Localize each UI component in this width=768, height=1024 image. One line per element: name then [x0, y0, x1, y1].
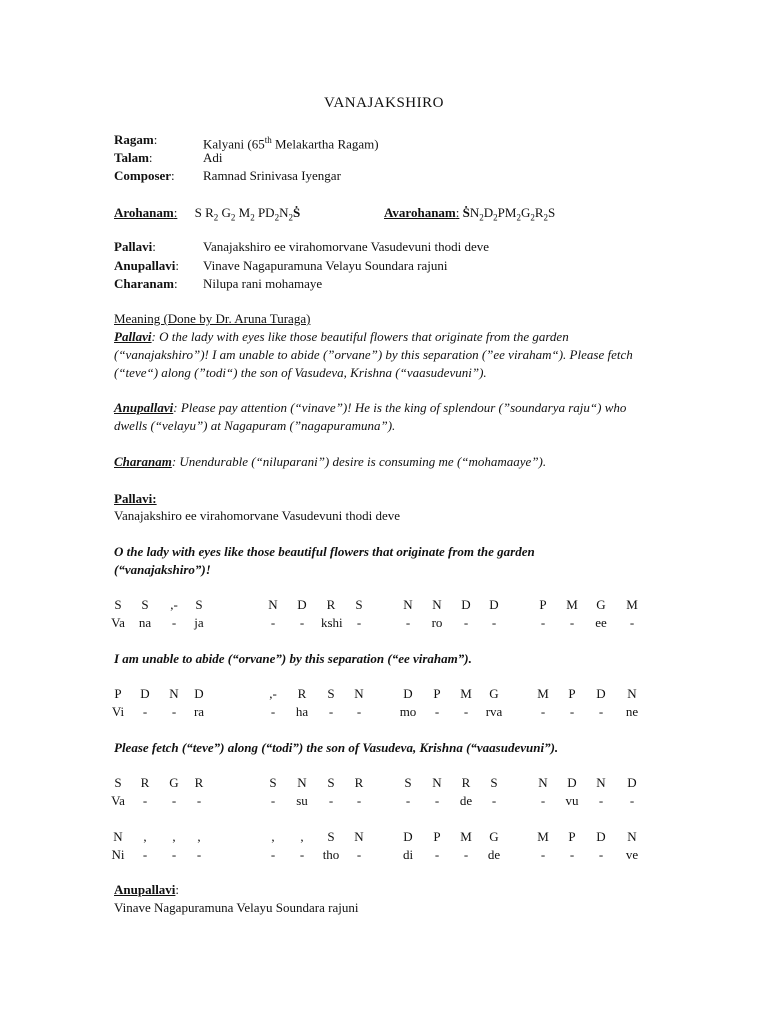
sahitya-syllable: ra — [193, 704, 205, 719]
sahitya-syllable: - — [463, 847, 469, 862]
arohanam: Arohanam: S $R_2$ $G_2$ $M_2$ $PD_2N_2Ṡ$ — [114, 205, 301, 223]
swara-note: N — [354, 686, 364, 701]
swara-note: S — [490, 775, 498, 790]
lyric-anupallavi: Anupallavi: Vinave Nagapuramuna Velayu Soundara rajuni — [114, 257, 448, 273]
sahitya-syllable: - — [569, 615, 575, 630]
swara-note: M — [537, 829, 549, 844]
scale-note: Ṡ — [292, 205, 301, 220]
sahitya-syllable: - — [434, 704, 440, 719]
sahitya-syllable: kshi — [321, 615, 343, 630]
sahitya-syllable: - — [540, 615, 546, 630]
swara-note: S — [195, 597, 203, 612]
scale-note: G — [218, 205, 231, 220]
sahitya-syllable: - — [569, 847, 575, 862]
scale-note: M — [235, 205, 251, 220]
sahitya-syllable: - — [356, 847, 362, 862]
swara-note: D — [489, 597, 499, 612]
swara-note: M — [566, 597, 578, 612]
anupallavi-lyric: Vinave Nagapuramuna Velayu Soundara rajuni — [114, 900, 359, 915]
meta-value: Ramnad Srinivasa Iyengar — [203, 168, 341, 183]
swara-note: S — [114, 597, 122, 612]
swara-note: M — [460, 686, 472, 701]
pallavi-meaning-line-2: I am unable to abide (“orvane”) by this separation (“ee viraham”). — [114, 651, 472, 666]
swara-row — [0, 685, 768, 703]
avarohanam-label: Avarohanam — [384, 205, 456, 220]
scale-note: PD — [254, 205, 275, 220]
sahitya-syllable: - — [270, 704, 276, 719]
swara-note: D — [140, 686, 150, 701]
sahitya-syllable: - — [356, 793, 362, 808]
swara-note: P — [433, 829, 441, 844]
scale-note: Ṡ — [462, 205, 470, 220]
swara-note: N — [297, 775, 307, 790]
swara-note: S — [114, 775, 122, 790]
meaning-pallavi — [114, 328, 654, 382]
swara-note: M — [537, 686, 549, 701]
meaning-pallavi-label: Pallavi — [114, 329, 152, 344]
swara-note: D — [461, 597, 471, 612]
swara-note: P — [568, 829, 576, 844]
sahitya-syllable: - — [598, 704, 604, 719]
scale-note: N — [279, 205, 289, 220]
swara-note: N — [596, 775, 606, 790]
sahitya-syllable: - — [434, 793, 440, 808]
swara-note: R — [297, 686, 307, 701]
sahitya-syllable: - — [491, 793, 497, 808]
swara-note: D — [596, 686, 606, 701]
swara-row — [0, 774, 768, 792]
meta-label: Talam — [114, 150, 149, 165]
scale-note: S R — [194, 205, 214, 220]
sahitya-syllable: - — [196, 793, 202, 808]
sahitya-syllable: di — [402, 847, 414, 862]
page-title: VANAJAKSHIRO — [324, 95, 444, 111]
sahitya-row — [0, 614, 768, 632]
sahitya-syllable: - — [540, 704, 546, 719]
sahitya-syllable: Va — [111, 793, 125, 808]
swara-note: D — [403, 829, 413, 844]
pallavi-meaning-line-1: O the lady with eyes like those beautiful flowers that originate from the garden (“vanajakshiro”)! — [114, 544, 535, 577]
swara-note: N — [354, 829, 364, 844]
swara-note: S — [327, 829, 335, 844]
sahitya-syllable: - — [171, 704, 177, 719]
sahitya-syllable: - — [356, 615, 362, 630]
sahitya-syllable: ee — [595, 615, 607, 630]
sahitya-syllable: - — [270, 615, 276, 630]
sahitya-syllable: - — [171, 615, 177, 630]
swara-row — [0, 596, 768, 614]
sahitya-syllable: - — [434, 847, 440, 862]
meta-composer: Composer: Ramnad Srinivasa Iyengar — [114, 168, 341, 183]
swara-note: D — [403, 686, 413, 701]
swara-note: N — [432, 775, 442, 790]
sahitya-syllable: - — [629, 793, 635, 808]
sahitya-row — [0, 703, 768, 721]
swara-note: M — [626, 597, 638, 612]
lyric-charanam: Charanam: Nilupa rani mohamaye — [114, 276, 323, 291]
swara-note: P — [114, 686, 122, 701]
sahitya-syllable: - — [142, 847, 148, 862]
lyrics-summary — [114, 238, 489, 294]
swara-note: , — [172, 829, 176, 844]
sahitya-syllable: - — [491, 615, 497, 630]
sahitya-syllable: ve — [625, 847, 639, 862]
pallavi-lyric: Vanajakshiro ee virahomorvane Vasudevuni thodi deve — [114, 508, 401, 523]
sahitya-syllable: de — [459, 793, 473, 808]
swara-note: S — [404, 775, 412, 790]
swara-note: , — [271, 829, 275, 844]
swara-note: N — [268, 597, 278, 612]
meaning-anupallavi-label: Anupallavi — [114, 400, 174, 415]
arohanam-label: Arohanam — [114, 205, 174, 220]
meaning-pallavi-text: : O the lady with eyes like those beautiful flowers that originate from the garden (“vanajakshiro”)! I am unable to abide (”orvane”) by this separation (”ee viraham“). Please fetch (“teve“) along (”todi“) the son of Vasudeva, Krishna (“vaasudevuni”). — [114, 329, 633, 380]
song-metadata — [114, 131, 379, 185]
sahitya-syllable: - — [142, 793, 148, 808]
swara-note: ,- — [170, 597, 178, 612]
swara-note: R — [140, 775, 150, 790]
swara-note: M — [460, 829, 472, 844]
sahitya-syllable: - — [142, 704, 148, 719]
arohanam-notes: S $R_2$ $G_2$ $M_2$ $PD_2N_2Ṡ$ — [194, 205, 301, 223]
swara-note: G — [489, 829, 499, 844]
sahitya-syllable: Ni — [111, 847, 125, 862]
swara-note: S — [327, 775, 335, 790]
pallavi-heading: Pallavi: — [114, 491, 157, 506]
sahitya-syllable: - — [569, 704, 575, 719]
sahitya-syllable: - — [171, 847, 177, 862]
scale-note: D — [483, 205, 494, 220]
swara-note: S — [327, 686, 335, 701]
sahitya-syllable: - — [171, 793, 177, 808]
swara-note: P — [568, 686, 576, 701]
avarohanam-notes: $ṠN_2D_2PM_2G_2R_2S$ — [462, 205, 556, 223]
sahitya-syllable: - — [629, 615, 635, 630]
sahitya-syllable: - — [328, 793, 334, 808]
swara-note: D — [567, 775, 577, 790]
scale-note: G — [520, 205, 531, 220]
meaning-charanam — [114, 453, 654, 471]
anupallavi-heading: Anupallavi: — [114, 882, 180, 897]
meaning-anupallavi — [114, 399, 654, 435]
sahitya-syllable: ro — [431, 615, 443, 630]
sahitya-row — [0, 792, 768, 810]
sahitya-syllable: - — [598, 847, 604, 862]
scale-note: PM — [497, 205, 517, 220]
swara-note: D — [627, 775, 637, 790]
swara-note: G — [596, 597, 606, 612]
sahitya-syllable: - — [598, 793, 604, 808]
swara-note: P — [539, 597, 547, 612]
sahitya-syllable: mo — [399, 704, 417, 719]
meaning-charanam-text: : Unendurable (“niluparani”) desire is consuming me (“mohamaaye”). — [171, 454, 547, 469]
sahitya-syllable: - — [328, 704, 334, 719]
sahitya-syllable: - — [299, 847, 305, 862]
swara-note: R — [194, 775, 204, 790]
swara-note: D — [297, 597, 307, 612]
meaning-charanam-label: Charanam — [114, 454, 172, 469]
sahitya-syllable: vu — [565, 793, 579, 808]
sahitya-syllable: - — [356, 704, 362, 719]
swara-note: P — [433, 686, 441, 701]
meta-value: Kalyani (65th Melakartha Ragam) — [203, 135, 379, 152]
swara-note: D — [194, 686, 204, 701]
swara-note: R — [354, 775, 364, 790]
sahitya-syllable: de — [487, 847, 501, 862]
lyric-pallavi: Pallavi: Vanajakshiro ee virahomorvane Vasudevuni thodi deve — [114, 239, 490, 254]
sahitya-syllable: ja — [194, 615, 204, 630]
swara-note: , — [197, 829, 201, 844]
sahitya-syllable: - — [299, 615, 305, 630]
sahitya-syllable: rva — [485, 704, 503, 719]
scale-note: R — [534, 205, 544, 220]
swara-note: N — [627, 686, 637, 701]
swara-note: N — [403, 597, 413, 612]
swara-note: N — [113, 829, 123, 844]
swara-note: , — [143, 829, 147, 844]
swara-note: N — [627, 829, 637, 844]
sahitya-syllable: - — [463, 615, 469, 630]
swara-note: R — [461, 775, 471, 790]
swara-note: S — [269, 775, 277, 790]
sahitya-syllable: - — [463, 704, 469, 719]
meta-talam: Talam: Adi — [114, 150, 223, 165]
scale-note: N — [469, 205, 480, 220]
meta-ragam: Ragam: Kalyani (65th Melakartha Ragam) — [114, 132, 379, 152]
meta-value: Adi — [203, 150, 223, 165]
swara-note: R — [326, 597, 336, 612]
sahitya-syllable: Va — [111, 615, 125, 630]
sahitya-syllable: Vi — [111, 704, 125, 719]
sahitya-syllable: ne — [625, 704, 639, 719]
meta-label: Composer — [114, 168, 172, 183]
swara-note: D — [596, 829, 606, 844]
sahitya-syllable: - — [405, 615, 411, 630]
swara-note: N — [169, 686, 179, 701]
swara-note: G — [489, 686, 499, 701]
swara-note: N — [538, 775, 548, 790]
sahitya-syllable: - — [196, 847, 202, 862]
pallavi-meaning-line-3: Please fetch (“teve”) along (“todi”) the son of Vasudeva, Krishna (“vaasudevuni”). — [114, 740, 559, 755]
sahitya-syllable: ha — [295, 704, 309, 719]
sahitya-row — [0, 846, 768, 864]
sahitya-syllable: - — [405, 793, 411, 808]
scale-note: S — [548, 205, 556, 220]
sahitya-syllable: - — [540, 793, 546, 808]
meaning-anupallavi-text: : Please pay attention (“vinave”)! He is the king of splendour (”soundarya raju“) who dwells (“velayu”) at Nagapuram (”nagapuramuna”). — [114, 400, 627, 433]
sahitya-syllable: - — [270, 847, 276, 862]
scale-row — [114, 204, 674, 222]
sahitya-syllable: - — [540, 847, 546, 862]
swara-note: S — [141, 597, 149, 612]
sahitya-syllable: su — [296, 793, 308, 808]
swara-note: ,- — [269, 686, 277, 701]
sahitya-syllable: tho — [322, 847, 340, 862]
swara-note: , — [300, 829, 304, 844]
swara-row — [0, 828, 768, 846]
meaning-heading: Meaning (Done by Dr. Aruna Turaga) — [114, 311, 311, 326]
swara-note: N — [432, 597, 442, 612]
swara-note: S — [355, 597, 363, 612]
swara-note: G — [169, 775, 179, 790]
avarohanam: Avarohanam: $ṠN_2D_2PM_2G_2R_2S$ — [384, 205, 556, 223]
meta-label: Ragam — [114, 132, 154, 147]
sahitya-syllable: na — [138, 615, 152, 630]
sahitya-syllable: - — [270, 793, 276, 808]
